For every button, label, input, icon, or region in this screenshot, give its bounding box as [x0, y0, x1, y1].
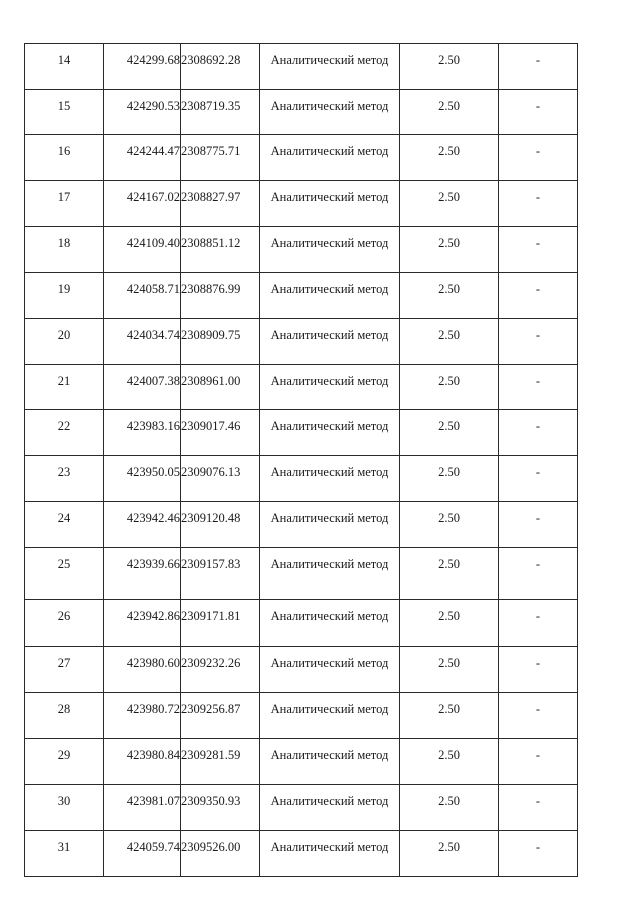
accuracy-cell: 2.50: [400, 410, 499, 456]
method-cell: Аналитический метод: [260, 785, 400, 831]
reference-cell: -: [499, 739, 578, 785]
x-coordinate-cell: 423980.60: [104, 647, 181, 693]
method-cell: Аналитический метод: [260, 365, 400, 410]
y-coordinate-cell: 2309526.00: [181, 831, 260, 877]
accuracy-cell: 2.50: [400, 600, 499, 647]
coordinates-table-body: [25, 44, 578, 877]
y-coordinate-cell: 2309350.93: [181, 785, 260, 831]
table-row: [25, 785, 578, 831]
reference-cell: -: [499, 365, 578, 410]
accuracy-cell: 2.50: [400, 831, 499, 877]
method-cell: Аналитический метод: [260, 227, 400, 273]
accuracy-cell: 2.50: [400, 456, 499, 502]
accuracy-cell: 2.50: [400, 365, 499, 410]
reference-cell: -: [499, 319, 578, 365]
reference-cell: -: [499, 90, 578, 135]
point-number-cell: 27: [25, 647, 104, 693]
point-number-cell: 23: [25, 456, 104, 502]
x-coordinate-cell: 424059.74: [104, 831, 181, 877]
reference-cell: -: [499, 647, 578, 693]
table-row: [25, 831, 578, 877]
reference-cell: -: [499, 227, 578, 273]
reference-cell: -: [499, 831, 578, 877]
table-row: [25, 135, 578, 181]
x-coordinate-cell: 423942.46: [104, 502, 181, 548]
table-row: [25, 502, 578, 548]
reference-cell: -: [499, 181, 578, 227]
reference-cell: -: [499, 502, 578, 548]
point-number-cell: 22: [25, 410, 104, 456]
y-coordinate-cell: 2308909.75: [181, 319, 260, 365]
x-coordinate-cell: 423980.84: [104, 739, 181, 785]
table-row: [25, 600, 578, 647]
point-number-cell: 21: [25, 365, 104, 410]
accuracy-cell: 2.50: [400, 548, 499, 600]
method-cell: Аналитический метод: [260, 90, 400, 135]
y-coordinate-cell: 2309232.26: [181, 647, 260, 693]
accuracy-cell: 2.50: [400, 90, 499, 135]
x-coordinate-cell: 424034.74: [104, 319, 181, 365]
method-cell: Аналитический метод: [260, 456, 400, 502]
reference-cell: -: [499, 456, 578, 502]
reference-cell: -: [499, 548, 578, 600]
x-coordinate-cell: 424290.53: [104, 90, 181, 135]
point-number-cell: 26: [25, 600, 104, 647]
table-row: [25, 693, 578, 739]
y-coordinate-cell: 2308961.00: [181, 365, 260, 410]
method-cell: Аналитический метод: [260, 273, 400, 319]
accuracy-cell: 2.50: [400, 693, 499, 739]
x-coordinate-cell: 423939.66: [104, 548, 181, 600]
x-coordinate-cell: 423983.16: [104, 410, 181, 456]
method-cell: Аналитический метод: [260, 410, 400, 456]
reference-cell: -: [499, 135, 578, 181]
y-coordinate-cell: 2309120.48: [181, 502, 260, 548]
reference-cell: -: [499, 600, 578, 647]
point-number-cell: 20: [25, 319, 104, 365]
point-number-cell: 19: [25, 273, 104, 319]
accuracy-cell: 2.50: [400, 181, 499, 227]
accuracy-cell: 2.50: [400, 785, 499, 831]
table-row: [25, 273, 578, 319]
point-number-cell: 29: [25, 739, 104, 785]
table-row: [25, 456, 578, 502]
y-coordinate-cell: 2309281.59: [181, 739, 260, 785]
x-coordinate-cell: 423942.86: [104, 600, 181, 647]
table-row: [25, 227, 578, 273]
table-row: [25, 739, 578, 785]
y-coordinate-cell: 2309256.87: [181, 693, 260, 739]
table-row: [25, 365, 578, 410]
y-coordinate-cell: 2309171.81: [181, 600, 260, 647]
table-row: [25, 44, 578, 90]
point-number-cell: 17: [25, 181, 104, 227]
point-number-cell: 31: [25, 831, 104, 877]
x-coordinate-cell: 424299.68: [104, 44, 181, 90]
accuracy-cell: 2.50: [400, 647, 499, 693]
point-number-cell: 25: [25, 548, 104, 600]
accuracy-cell: 2.50: [400, 502, 499, 548]
method-cell: Аналитический метод: [260, 319, 400, 365]
table-row: [25, 647, 578, 693]
method-cell: Аналитический метод: [260, 647, 400, 693]
y-coordinate-cell: 2308851.12: [181, 227, 260, 273]
accuracy-cell: 2.50: [400, 44, 499, 90]
y-coordinate-cell: 2309017.46: [181, 410, 260, 456]
method-cell: Аналитический метод: [260, 502, 400, 548]
method-cell: Аналитический метод: [260, 831, 400, 877]
y-coordinate-cell: 2308876.99: [181, 273, 260, 319]
point-number-cell: 18: [25, 227, 104, 273]
point-number-cell: 14: [25, 44, 104, 90]
accuracy-cell: 2.50: [400, 319, 499, 365]
x-coordinate-cell: 423981.07: [104, 785, 181, 831]
table-row: [25, 410, 578, 456]
reference-cell: -: [499, 410, 578, 456]
method-cell: Аналитический метод: [260, 548, 400, 600]
y-coordinate-cell: 2309076.13: [181, 456, 260, 502]
method-cell: Аналитический метод: [260, 739, 400, 785]
y-coordinate-cell: 2308827.97: [181, 181, 260, 227]
table-row: [25, 319, 578, 365]
method-cell: Аналитический метод: [260, 135, 400, 181]
point-number-cell: 16: [25, 135, 104, 181]
method-cell: Аналитический метод: [260, 600, 400, 647]
x-coordinate-cell: 423950.05: [104, 456, 181, 502]
coordinates-table: [24, 43, 578, 877]
method-cell: Аналитический метод: [260, 44, 400, 90]
point-number-cell: 24: [25, 502, 104, 548]
point-number-cell: 15: [25, 90, 104, 135]
x-coordinate-cell: 424244.47: [104, 135, 181, 181]
reference-cell: -: [499, 44, 578, 90]
accuracy-cell: 2.50: [400, 135, 499, 181]
y-coordinate-cell: 2308692.28: [181, 44, 260, 90]
accuracy-cell: 2.50: [400, 227, 499, 273]
reference-cell: -: [499, 785, 578, 831]
point-number-cell: 28: [25, 693, 104, 739]
reference-cell: -: [499, 273, 578, 319]
x-coordinate-cell: 424109.40: [104, 227, 181, 273]
table-row: [25, 90, 578, 135]
y-coordinate-cell: 2308719.35: [181, 90, 260, 135]
reference-cell: -: [499, 693, 578, 739]
method-cell: Аналитический метод: [260, 693, 400, 739]
x-coordinate-cell: 424167.02: [104, 181, 181, 227]
accuracy-cell: 2.50: [400, 739, 499, 785]
point-number-cell: 30: [25, 785, 104, 831]
accuracy-cell: 2.50: [400, 273, 499, 319]
table-row: [25, 181, 578, 227]
method-cell: Аналитический метод: [260, 181, 400, 227]
y-coordinate-cell: 2309157.83: [181, 548, 260, 600]
x-coordinate-cell: 424058.71: [104, 273, 181, 319]
x-coordinate-cell: 424007.38: [104, 365, 181, 410]
x-coordinate-cell: 423980.72: [104, 693, 181, 739]
y-coordinate-cell: 2308775.71: [181, 135, 260, 181]
table-row: [25, 548, 578, 600]
